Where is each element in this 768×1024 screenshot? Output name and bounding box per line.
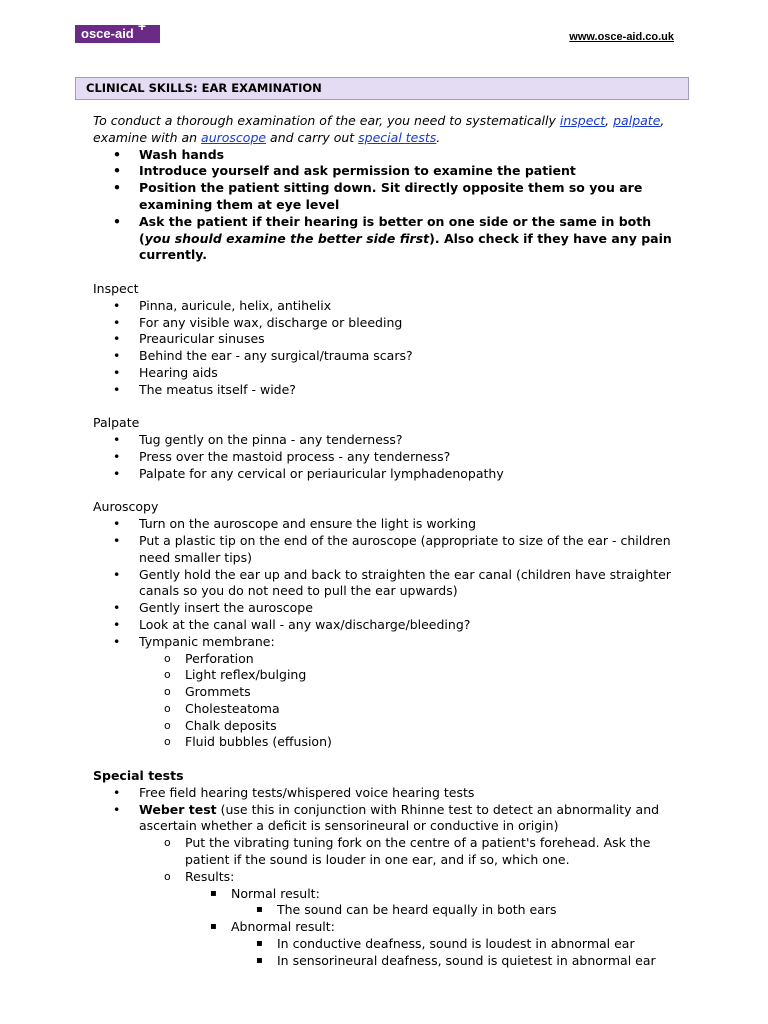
list-item: • Free field hearing tests/whispered voice hearing tests [93, 785, 683, 802]
special-tests-link[interactable]: special tests [358, 129, 437, 145]
auroscopy-heading: Auroscopy [93, 499, 159, 515]
results-list [185, 886, 683, 970]
results-label: Results: [185, 868, 235, 884]
step4-text-b: ). Also check if they have any pain currently. [139, 230, 672, 263]
list-item: • Palpate for any cervical or periauricular lymphadenopathy [93, 466, 683, 483]
list-item: • Behind the ear - any surgical/trauma scars? [93, 348, 683, 365]
intro-text-1: To conduct a thorough examination of the ear, you need to systematically [93, 113, 560, 128]
intro-text-2: , examine with an [93, 113, 665, 145]
list-item [185, 886, 683, 920]
list-item: • Turn on the auroscope and ensure the light is working [93, 516, 683, 533]
abnormal-result-list [231, 936, 683, 970]
palpate-list [93, 432, 683, 482]
tympanic-label: Tympanic membrane: [139, 633, 275, 649]
list-item: • Gently insert the auroscope [93, 600, 683, 617]
list-item: ▪ In conductive deafness, sound is loudest in abnormal ear [231, 936, 683, 953]
list-item: ▪ The sound can be heard equally in both ears [231, 902, 683, 919]
list-item: • Press over the mastoid process - any tenderness? [93, 449, 683, 466]
list-item: o Cholesteatoma [139, 701, 683, 718]
intro-sep-1: , [605, 113, 614, 128]
list-item [139, 869, 683, 970]
list-item: ▪ In sensorineural deafness, sound is quietest in abnormal ear [231, 953, 683, 970]
step4-emphasis: you should examine the better side first [144, 230, 430, 246]
step4-text-a: Ask the patient if their hearing is better on one side or the same in both ( [139, 213, 652, 246]
list-item: o Light reflex/bulging [139, 667, 683, 684]
list-item: • Wash hands [93, 147, 683, 164]
list-item: • Hearing aids [93, 365, 683, 382]
list-item: • For any visible wax, discharge or bleeding [93, 315, 683, 332]
list-item: o Fluid bubbles (effusion) [139, 734, 683, 751]
abnormal-result-label: Abnormal result: [231, 919, 335, 935]
weber-label: Weber test [139, 801, 217, 817]
normal-result-list [231, 902, 683, 919]
page-title: CLINICAL SKILLS: EAR EXAMINATION [75, 77, 689, 100]
special-tests-heading: Special tests [93, 768, 184, 784]
palpate-heading: Palpate [93, 415, 140, 431]
osce-aid-logo [75, 18, 160, 43]
document-body [93, 113, 683, 970]
list-item: • Look at the canal wall - any wax/discharge/bleeding? [93, 617, 683, 634]
weber-text: (use this in conjunction with Rhinne test to detect an abnormality and ascertain whether a deficit is sensorineural or conductive in origin) [139, 801, 660, 834]
weber-sublist [139, 835, 683, 969]
list-item: • Tug gently on the pinna - any tenderness? [93, 432, 683, 449]
special-tests-list [93, 785, 683, 970]
intro-text-3: and carry out [266, 129, 359, 145]
inspect-link[interactable]: inspect [559, 113, 606, 128]
list-item: • The meatus itself - wide? [93, 382, 683, 399]
auroscope-link[interactable]: auroscope [201, 129, 267, 145]
list-item: o Put the vibrating tuning fork on the centre of a patient's forehead. Ask the patient if the sound is louder in one ear, and if so, which one. [139, 835, 683, 869]
list-item: o Perforation [139, 651, 683, 668]
logo-text: osce-aid [81, 26, 134, 41]
list-item: • Pinna, auricule, helix, antihelix [93, 298, 683, 315]
list-item: o Grommets [139, 684, 683, 701]
intro-steps-list [93, 147, 683, 265]
inspect-heading: Inspect [93, 280, 139, 296]
list-item: o Chalk deposits [139, 718, 683, 735]
list-item: • Position the patient sitting down. Sit directly opposite them so you are examining them at eye level [93, 180, 683, 214]
list-item: • Preauricular sinuses [93, 331, 683, 348]
intro-paragraph [93, 113, 683, 147]
tympanic-list [139, 651, 683, 752]
inspect-list [93, 298, 683, 399]
normal-result-label: Normal result: [231, 885, 320, 901]
list-item [93, 802, 683, 970]
site-url-link[interactable]: www.osce-aid.co.uk [569, 31, 674, 43]
auroscopy-list [93, 516, 683, 751]
plus-icon: + [137, 18, 146, 34]
palpate-link[interactable]: palpate [613, 113, 661, 128]
list-item: • Put a plastic tip on the end of the auroscope (appropriate to size of the ear - children need smaller tips) [93, 533, 683, 567]
list-item [185, 919, 683, 969]
list-item [93, 634, 683, 752]
list-item: • Gently hold the ear up and back to straighten the ear canal (children have straighter canals so you do not need to pull the ear upwards) [93, 567, 683, 601]
intro-text-4: . [436, 129, 441, 145]
list-item: • Introduce yourself and ask permission to examine the patient [93, 163, 683, 180]
list-item [93, 214, 683, 264]
